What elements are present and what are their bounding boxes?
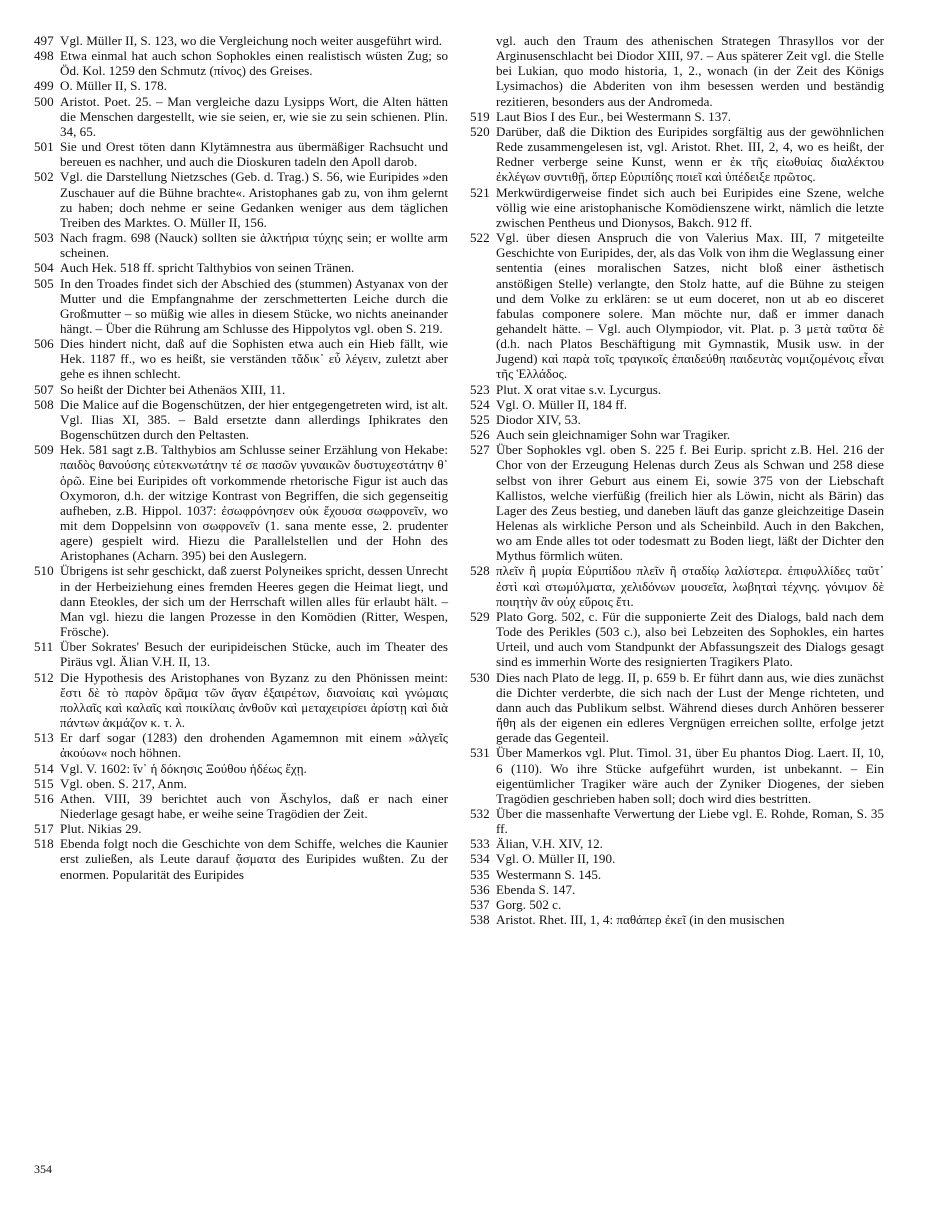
- footnote-text: Über Sophokles vgl. oben S. 225 f. Bei Eurip. spricht z.B. Hel. 216 der Chor von der Erzeugung Helenas durch Zeus als Schwan und 258 diese selbst von ihrer Geburt aus einem Ei, sowie 375 von der Liebschaft Kallistos, welche vierfüßig (freilich hier als Löwin, nicht als Bärin) das Lager des Zeus bestieg, und daneben läuft das ganze gleichzeitige Dasein Helenas als wirkliche Person und als Scheinbild. Auch in den Bakchen, wo am Ende alles tot oder todesmatt zu Boden liegt, läßt der Dichter den Mythus förmlich wüten.: [496, 442, 884, 564]
- footnote-number: 524: [470, 396, 490, 412]
- page-number: 354: [34, 1162, 52, 1176]
- footnote-number: 501: [34, 139, 54, 155]
- footnote-text: Übrigens ist sehr geschickt, daß zuerst Polyneikes spricht, dessen Unrecht in der Herbeiziehung eines fremden Heeres gegen die Heimat liegt, und dann Eteokles, der sich um der Herrschaft willen alles für erlaubt hält. – Man vgl. hiezu die langen Prozesse in den Komödien (Ritter, Wespen, Frösche).: [60, 563, 448, 640]
- footnote: [470, 33, 884, 109]
- footnote: [470, 867, 884, 882]
- footnote-number: 531: [470, 745, 490, 761]
- footnote-text: Westermann S. 145.: [496, 866, 602, 882]
- footnote-number: 529: [470, 608, 490, 624]
- footnote-number: 514: [34, 760, 54, 776]
- footnote: [34, 442, 448, 563]
- footnote-text: Ebenda folgt noch die Geschichte von dem Schiffe, welches die Kaunier erst zuließen, als Leute darauf ᾄσματα des Euripides wußten. Zu der enormen. Popularität des Euripides: [60, 836, 448, 882]
- footnote-number: 497: [34, 33, 54, 48]
- footnote: [470, 745, 884, 806]
- footnote-text: Darüber, daß die Diktion des Euripides sorgfältig aus der gewöhnlichen Rede zusammengelesen ist, vgl. Aristot. Rhet. III, 2, 4, wo es heißt, der Redner verberge seine Kunst, wenn er ἐκ τῆς εἰωθυίας διαλέκτου ἐκλέγων συντιθῇ, ὅπερ Εὐριπίδης ποιεῖ καὶ ὑπέδειξε πρῶτος.: [496, 123, 884, 185]
- footnote-text: Auch sein gleichnamiger Sohn war Tragiker.: [496, 427, 731, 443]
- footnote: [470, 851, 884, 866]
- footnote: [34, 397, 448, 442]
- footnote: [34, 821, 448, 836]
- footnote-text: Dies nach Plato de legg. II, p. 659 b. Er führt dann aus, wie dies zunächst die Dichter verderbte, die sich nach der Lust der Menge richteten, und dann auch das Publikum selbst. Während dieses durch Anhören besserer ἤθη als der eigenen ein edleres Vergnügen erreichen sollte, erfolge jetzt gerade das Gegenteil.: [496, 669, 884, 746]
- footnote-text: Auch Hek. 518 ff. spricht Talthybios von seinen Tränen.: [60, 260, 355, 276]
- footnote-number: 537: [470, 896, 490, 912]
- footnote-text: Vgl. O. Müller II, 190.: [496, 851, 616, 867]
- footnote-number: 507: [34, 381, 54, 397]
- footnote-text: O. Müller II, S. 178.: [60, 78, 167, 94]
- footnote-text: Plato Gorg. 502, c. Für die supponierte Zeit des Dialogs, bald nach dem Tode des Perikles (503 c.), also bei Lebzeiten des Sophokles, ein hartes Urteil, und auch vom Standpunkt der Abfassungszeit des Dialogs gesagt sind es immerhin Worte des resignierten Tragikers Plato.: [496, 608, 884, 670]
- footnote-text: Plut. Nikias 29.: [60, 821, 142, 837]
- footnote-text: Älian, V.H. XIV, 12.: [496, 836, 603, 852]
- footnote: [34, 836, 448, 881]
- footnote-number: 506: [34, 336, 54, 352]
- footnote-number: 512: [34, 669, 54, 685]
- footnote-number: 528: [470, 563, 490, 579]
- footnote-text: Vgl. über diesen Anspruch die von Valerius Max. III, 7 mitgeteilte Geschichte von Euripides, der, als das Volk von ihm die Weglassung einer sententia (eines moralischen Satzes, nicht bloß einer ästhetisch anstößigen Stelle) verlangte, den Stolz hatte, auf die Bühne zu steigen und dem Volke zu erklären: se ut eum doceret, non ut ab eo disceret fabulas componere solere. Man möchte nur, daß er immer danach gehandelt hätte. – Vgl. auch Olympiodor, vit. Plat. p. 3 μετὰ ταῦτα δὲ (d.h. nach Platos Beschäftigung mit Gymnastik, Musik usw. in der Jugend) καὶ παρὰ τοῖς τραγικοῖς ἐπαιδεύθη παιδευτὰς νομιζομένοις εἶναι τῆς Ἑλλάδος.: [496, 230, 884, 382]
- footnote-number: 517: [34, 821, 54, 837]
- footnote-number: 525: [470, 411, 490, 427]
- footnote-number: 510: [34, 563, 54, 579]
- footnote: [470, 397, 884, 412]
- footnote-number: 509: [34, 442, 54, 458]
- footnote-number: 498: [34, 48, 54, 64]
- footnote: [470, 109, 884, 124]
- footnote-text: Hek. 581 sagt z.B. Talthybios am Schlusse seiner Erzählung von Hekabe: παιδὸς θανούσης εὐτεκνωτάτην τέ σε πασῶν γυναικῶν δυστυχεστάτην θ᾽ ὁρῶ. Eine bei Euripides oft vorkommende rhetorische Figur ist auch das Oxymoron, d.h. der witzige Kontrast von Begriffen, die sich gegenseitig aufheben, z.B. Hippol. 1037: ἐσωφρόνησεν οὐκ ἔχουσα σωφρονεῖν, wo mit dem Doppelsinn von σωφρονεῖν (1. sana mente esse, 2. prudenter agere) gespielt wird. Hiezu die Parallelstellen und der Hohn des Aristophanes (Acharn. 395) bei den Auslegern.: [60, 442, 448, 564]
- footnote-number: 536: [470, 881, 490, 897]
- footnote-text: Über die massenhafte Verwertung der Liebe vgl. E. Rohde, Roman, S. 35 ff.: [496, 805, 884, 837]
- footnote-number: 526: [470, 427, 490, 443]
- footnote-text: Ebenda S. 147.: [496, 881, 576, 897]
- footnote-text: Athen. VIII, 39 berichtet auch von Äschylos, daß er nach einer Niederlage gesagt habe, er weihe seine Tragödien der Zeit.: [60, 790, 448, 821]
- footnote: [34, 230, 448, 260]
- footnote: [470, 382, 884, 397]
- footnote: [34, 563, 448, 639]
- footnote: [470, 427, 884, 442]
- footnote-text: Sie und Orest töten dann Klytämnestra aus übermäßiger Rachsucht und bereuen es nachher, und auch die Dioskuren tadeln den Apoll darob.: [60, 139, 448, 170]
- footnote-text: Plut. X orat vitae s.v. Lycurgus.: [496, 381, 662, 397]
- footnote: [470, 806, 884, 836]
- footnote-number: 534: [470, 851, 490, 867]
- footnote: [34, 78, 448, 93]
- footnote-number: 500: [34, 93, 54, 109]
- footnote-text: Aristot. Rhet. III, 1, 4: παθάπερ ἐκεῖ (in den musischen: [496, 912, 785, 928]
- footnote-number: 511: [34, 639, 54, 655]
- footnote: [470, 609, 884, 670]
- footnote-text: Die Hypothesis des Aristophanes von Byzanz zu den Phönissen meint: ἔστι δὲ τὸ παρὸν δρᾶμα τῶν ἄγαν ἐξαιρέτων, διανοίαις καὶ γνώμαις πολλαῖς καὶ καλαῖς καὶ ποικίλαις ἀνθοῦν καὶ μεταχειρίσει ἀρίστῃ καὶ διὰ πάντων ἀκμάζον κ. τ. λ.: [60, 669, 448, 731]
- footnote-number: 520: [470, 123, 490, 139]
- footnote: [34, 260, 448, 275]
- footnote-number: 502: [34, 169, 54, 185]
- footnote: [470, 230, 884, 382]
- footnote: [470, 563, 884, 608]
- footnote-text: Vgl. die Darstellung Nietzsches (Geb. d. Trag.) S. 56, wie Euripides »den Zuschauer auf die Bühne brachte«. Aristophanes gab zu, von ihm gelernt zu haben; doch nehme er seine Gedanken weniger aus dem täglichen Treiben des Marktes. O. Müller II, 156.: [60, 169, 448, 230]
- footnote-text: Aristot. Poet. 25. – Man vergleiche dazu Lysipps Wort, die Alten hätten die Menschen dargestellt, wie sie seien, er, wie sie zu sein schienen. Plin. 34, 65.: [60, 93, 448, 139]
- footnote: [34, 382, 448, 397]
- footnote: [34, 776, 448, 791]
- footnote-number: 530: [470, 669, 490, 685]
- footnote: [34, 639, 448, 669]
- footnote-number: 515: [34, 775, 54, 791]
- footnote-number: 523: [470, 381, 490, 397]
- footnote: [34, 33, 448, 48]
- footnote-text: Vgl. Müller II, S. 123, wo die Vergleichung noch weiter ausgeführt wird.: [60, 33, 443, 48]
- footnote: [34, 139, 448, 169]
- footnote: [34, 761, 448, 776]
- footnote-text: Vgl. oben. S. 217, Anm.: [60, 775, 187, 791]
- footnote-number: 516: [34, 790, 54, 806]
- footnote: [34, 336, 448, 381]
- footnote: [34, 670, 448, 731]
- footnote: [470, 124, 884, 185]
- footnote-text: Laut Bios I des Eur., bei Westermann S. 137.: [496, 108, 732, 124]
- footnote-number: 521: [470, 184, 490, 200]
- footnote-number: 532: [470, 805, 490, 821]
- footnote-number: 533: [470, 836, 490, 852]
- footnote: [470, 442, 884, 563]
- footnote: [470, 670, 884, 746]
- footnote-text: πλεῖν ἢ μυρία Εὐριπίδου πλεῖν ἢ σταδίῳ λαλίστερα. ἐπιφυλλίδες ταῦτ᾽ ἐστὶ καὶ στωμύλματα, χελιδόνων μουσεῖα, λωβηταὶ τέχνης. γόνιμον δὲ ποιητὴν ἂν οὐχ εὕροις ἔτι.: [496, 563, 884, 609]
- footnote: [470, 836, 884, 851]
- footnote-text: Nach fragm. 698 (Nauck) sollten sie ἀλκτήρια τύχης sein; er wollte arm scheinen.: [60, 230, 448, 261]
- footnote-text: vgl. auch den Traum des athenischen Strategen Thrasyllos vor der Arginusenschlacht bei Diodor XIII, 97. – Aus späterer Zeit vgl. die Stelle bei Lukian, quo modo historia, 1, 2., wonach (in der Zeit des Königs Lysimachos) die Abderiten von ihm besessen werden und beständig rezitieren, besonders aus der Andromeda.: [496, 33, 884, 109]
- footnote: [470, 412, 884, 427]
- footnote: [34, 169, 448, 230]
- footnote-number: 522: [470, 230, 490, 246]
- footnote-number: 538: [470, 912, 490, 928]
- footnote-number: 513: [34, 730, 54, 746]
- footnote-number: 527: [470, 442, 490, 458]
- footnote-text: Merkwürdigerweise findet sich auch bei Euripides eine Szene, welche völlig wie eine aristophanische Komödienszene wirkt, nämlich die letzte zwischen Pentheus und Dionysos, Bakch. 912 ff.: [496, 184, 884, 230]
- footnote: [470, 882, 884, 897]
- document-page: [34, 33, 902, 1173]
- footnote-text: Dies hindert nicht, daß auf die Sophisten etwa auch ein Hieb fällt, wie Hek. 1187 ff., wo es heißt, sie verständen τἄδικ᾽ εὖ λέγειν, zuletzt aber gehe es ihnen schlecht.: [60, 336, 448, 382]
- footnote: [34, 791, 448, 821]
- footnotes-right-column: [470, 33, 884, 927]
- footnote-number: 535: [470, 866, 490, 882]
- footnote-number: 503: [34, 230, 54, 246]
- footnote-text: Er darf sogar (1283) den drohenden Agamemnon mit einem »ἀλγεῖς ἀκούων« noch höhnen.: [60, 730, 448, 761]
- footnote-text: Vgl. V. 1602: ἵν᾽ ἡ δόκησις Ξούθου ἡδέως ἔχῃ.: [60, 760, 307, 776]
- footnote-text: Vgl. O. Müller II, 184 ff.: [496, 396, 628, 412]
- footnote-number: 505: [34, 275, 54, 291]
- footnotes-left-column: [34, 33, 448, 882]
- footnote-number: 518: [34, 836, 54, 852]
- footnote-text: Über Sokrates' Besuch der euripideischen Stücke, auch im Theater des Piräus vgl. Älian V.H. II, 13.: [60, 639, 448, 670]
- footnote-text: Diodor XIV, 53.: [496, 411, 581, 427]
- footnote: [34, 48, 448, 78]
- footnote-text: Die Malice auf die Bogenschützen, der hier entgegengetreten wird, ist alt. Vgl. Ilias XI, 385. – Bald ersetzte dann allerdings Iphikrates den Bogenschützen durch den Peltasten.: [60, 396, 448, 443]
- footnote-number: 504: [34, 260, 54, 276]
- footnote: [34, 730, 448, 760]
- footnote: [34, 276, 448, 337]
- footnote: [470, 897, 884, 912]
- footnote-text: So heißt der Dichter bei Athenäos XIII, 11.: [60, 381, 286, 397]
- footnote-number: 508: [34, 396, 54, 412]
- footnote-number: 519: [470, 108, 490, 124]
- footnote: [470, 185, 884, 230]
- footnote-number: 499: [34, 78, 54, 94]
- footnote-text: Gorg. 502 c.: [496, 896, 562, 912]
- footnote-text: Etwa einmal hat auch schon Sophokles einen realistisch wüsten Zug; so Öd. Kol. 1259 den Schmutz (πίνος) des Greises.: [60, 48, 448, 79]
- footnote-text: In den Troades findet sich der Abschied des (stummen) Astyanax von der Mutter und die Empfangnahme der zerschmetterten Leiche durch die Großmutter – so müßig wie alles in diesem Stücke, wo nichts aneinander hängt. – Über die Rührung am Schlusse des Hippolytos vgl. oben S. 219.: [60, 275, 448, 336]
- footnote: [470, 912, 884, 927]
- footnote: [34, 94, 448, 139]
- footnote-text: Über Mamerkos vgl. Plut. Timol. 31, über Eu phantos Diog. Laert. II, 10, 6 (110). Wo ihre Stücke aufgeführt wurden, ist unbekannt. – Ein eigentümlicher Tragiker wäre auch der Zyniker Diogenes, der sieben Tragödien geschrieben haben soll; doch wird dies bestritten.: [496, 745, 884, 806]
